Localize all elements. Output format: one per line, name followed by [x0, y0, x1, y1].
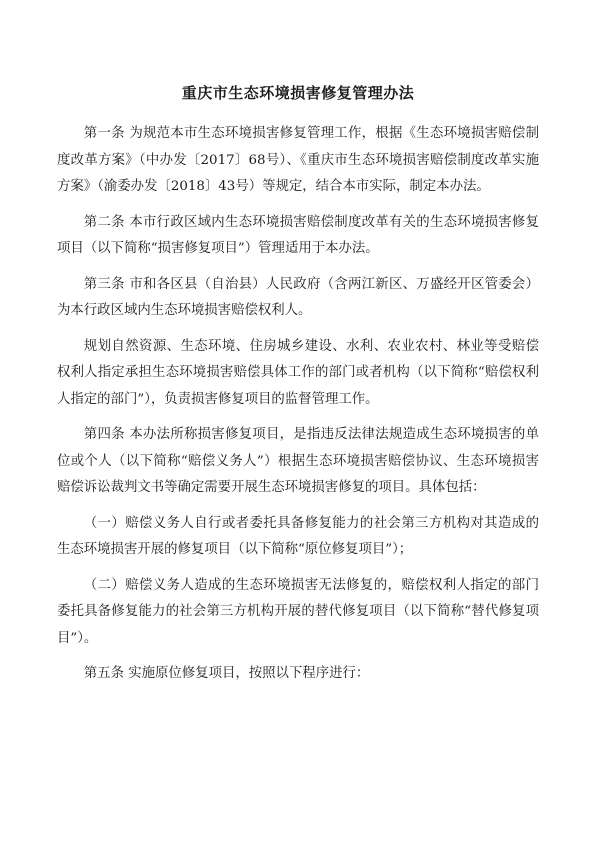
article-4-item-1: （一）赔偿义务人自行或者委托具备修复能力的社会第三方机构对其造成的生态环境损害开展的修复项目（以下简称“原位修复项目”）；	[57, 515, 539, 557]
article-1-paragraph: 第一条 为规范本市生态环境损害修复管理工作，根据《生态环境损害赔偿制度改革方案》（中办发〔2017〕68号）、《重庆市生态环境损害赔偿制度改革实施方案》（渝委办发〔2018〕43号）等规定，结合本市实际，制定本办法。	[57, 126, 539, 194]
article-5-paragraph: 第五条 实施原位修复项目，按照以下程序进行：	[83, 666, 370, 681]
article-4-paragraph: 第四条 本办法所称损害修复项目，是指违反法律法规造成生态环境损害的单位或个人（以下简称“赔偿义务人”）根据生态环境损害赔偿协议、生态环境损害赔偿诉讼裁判文书等确定需要开展生态环境损害修复的项目。具体包括：	[57, 427, 539, 495]
article-2-paragraph: 第二条 本市行政区域内生态环境损害赔偿制度改革有关的生态环境损害修复项目（以下简称“损害修复项目”）管理适用于本办法。	[57, 214, 539, 256]
document-title: 重庆市生态环境损害修复管理办法	[181, 84, 415, 102]
article-3-subparagraph: 规划自然资源、生态环境、住房城乡建设、水利、农业农村、林业等受赔偿权利人指定承担生态环境损害赔偿具体工作的部门或者机构（以下简称“赔偿权利人指定的部门”），负责损害修复项目的监督管理工作。	[57, 338, 539, 407]
article-3-paragraph: 第三条 市和各区县（自治县）人民政府（含两江新区、万盛经开区管委会）为本行政区域内生态环境损害赔偿权利人。	[57, 276, 539, 318]
article-4-item-2: （二）赔偿义务人造成的生态环境损害无法修复的，赔偿权利人指定的部门委托具备修复能力的社会第三方机构开展的替代修复项目（以下简称“替代修复项目”）。	[57, 577, 539, 646]
